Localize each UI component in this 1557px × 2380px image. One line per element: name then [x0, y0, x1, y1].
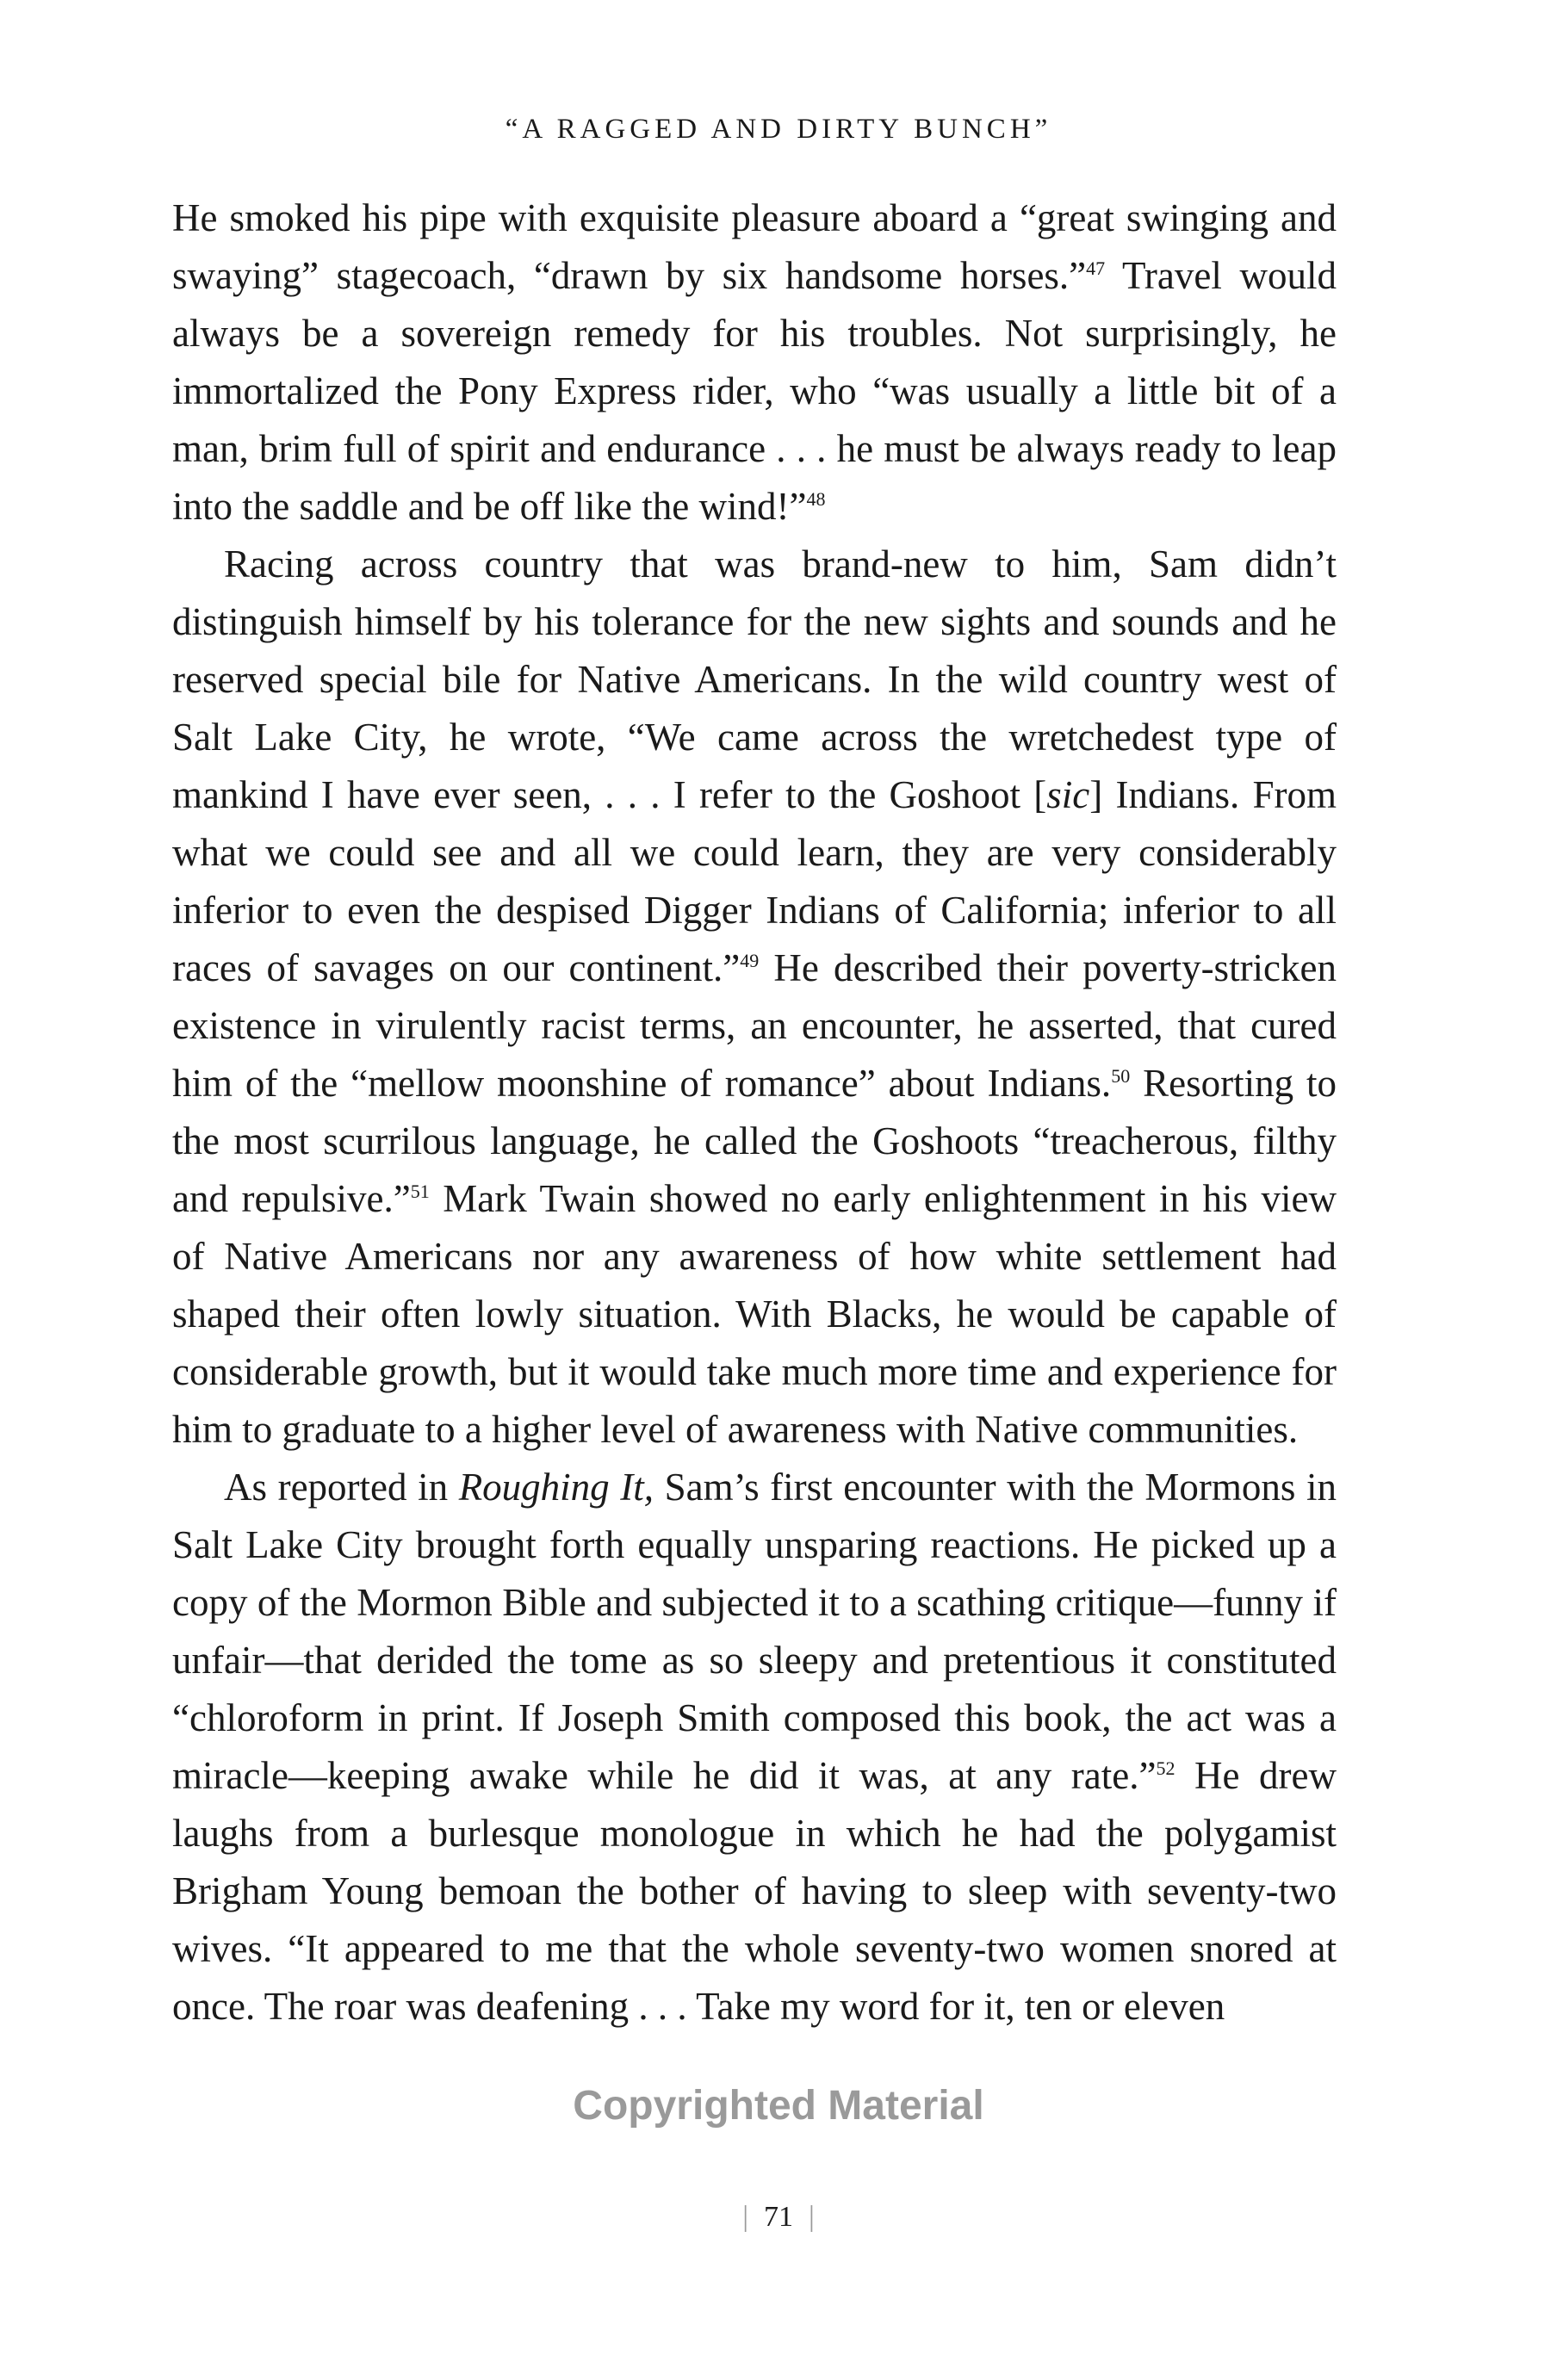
- text-run: Sam’s first encounter with the Mormons in Salt Lake City brought forth equally unsparing reactions. He picked up a copy of the Mormon Bible and subjected it to a scathing critique—funny if unfair—that derided the tome as so sleepy and pretentious it constituted “chloroform in print. If Joseph Smith composed this book, the act was a miracle—keeping awake while he did it was, at any rate.”: [172, 1466, 1337, 1797]
- text-run: ] Indians. From what we could see and all we could learn, they are very considerably inferior to even the despised Digger Indians of California; inferior to all races of savages on our continent.”: [172, 773, 1337, 989]
- text-run: He smoked his pipe with exquisite pleasure aboard a “great swinging and swaying” stagecoach, “drawn by six handsome horses.”: [172, 196, 1337, 297]
- text-run: Mark Twain showed no early enlightenment in his view of Native Americans nor any awareness of how white settlement had shaped their often lowly situation. With Blacks, he would be capable of considerable growth, but it would take much more time and experience for him to graduate to a higher level of awareness with Native communities.: [172, 1177, 1337, 1451]
- footnote-marker: 52: [1156, 1757, 1176, 1779]
- text-run: As reported in: [224, 1466, 459, 1509]
- text-run: Resorting to the most scurrilous language, he called the Goshoots “treacherous, filthy and repulsive.”: [172, 1062, 1337, 1220]
- footnote-marker: 51: [410, 1181, 430, 1202]
- footnote-marker: 49: [740, 950, 760, 971]
- text-run: He drew laughs from a burlesque monologue in which he had the polygamist Brigham Young bemoan the bother of having to sleep with seventy-two wives. “It appeared to me that the whole seventy-two women snored at once. The roar was deafening . . . Take my word for it, ten or eleven: [172, 1754, 1337, 2028]
- page-number: 71: [764, 2201, 793, 2233]
- text-run: Travel would always be a sovereign remedy for his troubles. Not surprisingly, he immortalized the Pony Express rider, who “was usually a little bit of a man, brim full of spirit and endurance . . . he must be always ready to leap into the saddle and be off like the wind!”: [172, 254, 1337, 528]
- footnote-marker: 47: [1086, 257, 1106, 279]
- copyright-watermark: Copyrighted Material: [573, 2083, 984, 2129]
- text-run: Racing across country that was brand-new to him, Sam didn’t distinguish himself by his tolerance for the new sights and sounds and he reserved special bile for Native Americans. In the wild country west of Salt Lake City, he wrote, “We came across the wretchedest type of mankind I have ever seen, . . . I refer to the Goshoot [: [172, 542, 1337, 816]
- italic-text: Roughing It,: [458, 1466, 654, 1509]
- text-run: He described their poverty-stricken existence in virulently racist terms, an encounter, he asserted, that cured him of the “mellow moonshine of romance” about Indians.: [172, 946, 1337, 1105]
- running-head: “A RAGGED AND DIRTY BUNCH”: [505, 114, 1052, 145]
- paragraph: [172, 1459, 1337, 2036]
- body-text: [172, 189, 1337, 2036]
- paragraph: [172, 189, 1337, 536]
- page-folio: [0, 2201, 1557, 2234]
- paragraph: [172, 536, 1337, 1459]
- italic-text: sic: [1046, 773, 1090, 816]
- folio-bar-left-icon: |: [742, 2201, 748, 2233]
- footnote-marker: 50: [1111, 1065, 1131, 1087]
- folio-bar-right-icon: |: [809, 2201, 815, 2233]
- footnote-marker: 48: [806, 488, 826, 510]
